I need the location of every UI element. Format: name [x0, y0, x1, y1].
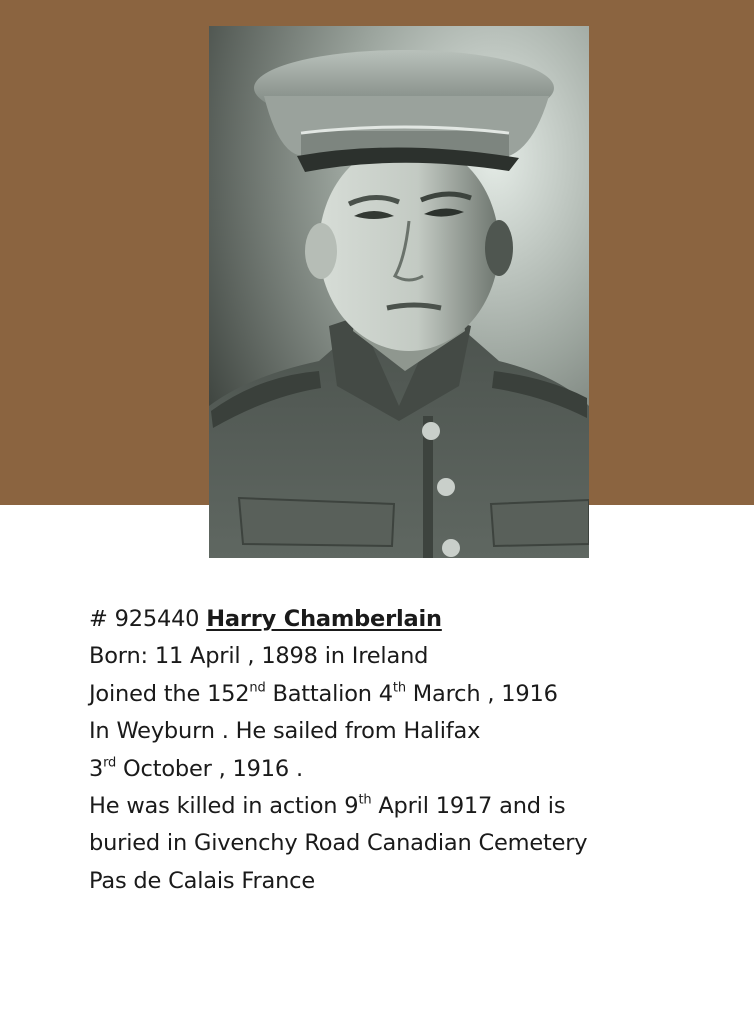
- sailing-date-rest: October , 1916 .: [116, 755, 303, 782]
- enlistment-middle: Battalion 4: [265, 680, 393, 707]
- sailing-day: 3: [89, 755, 104, 782]
- soldier-name: Harry Chamberlain: [206, 606, 442, 632]
- burial-line: buried in Givenchy Road Canadian Cemetery: [89, 830, 588, 857]
- death-line: [89, 788, 709, 825]
- enlistment-line: [89, 676, 709, 713]
- ordinal-suffix: nd: [249, 680, 266, 696]
- death-suffix: April 1917 and is: [371, 793, 566, 820]
- location-line: Pas de Calais France: [89, 867, 315, 894]
- service-number: # 925440: [89, 606, 200, 632]
- ordinal-suffix: th: [392, 680, 406, 696]
- ordinal-suffix: th: [358, 792, 372, 808]
- enlistment-suffix: March , 1916: [405, 680, 558, 707]
- ordinal-suffix: rd: [103, 754, 117, 770]
- sailing-line: In Weyburn . He sailed from Halifax: [89, 718, 481, 745]
- birth-line: Born: 11 April , 1898 in Ireland: [89, 643, 429, 670]
- biography-text: [89, 601, 709, 900]
- death-prefix: He was killed in action 9: [89, 793, 359, 820]
- enlistment-prefix: Joined the 152: [89, 680, 250, 707]
- title-line: [89, 601, 709, 638]
- soldier-portrait-photo: [209, 26, 589, 558]
- sailing-date-line: [89, 751, 709, 788]
